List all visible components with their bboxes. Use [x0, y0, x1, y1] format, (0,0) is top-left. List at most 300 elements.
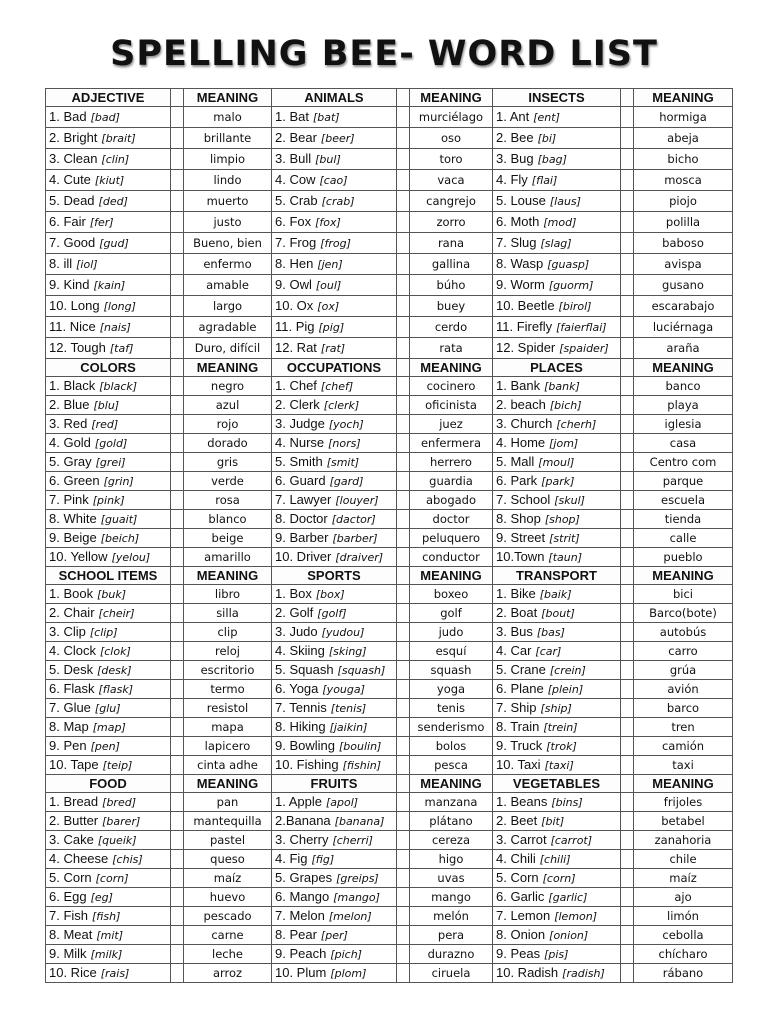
meaning-cell: manzana	[410, 793, 493, 812]
word-cell	[272, 453, 397, 472]
table-row	[46, 888, 733, 907]
word-cell	[272, 812, 397, 831]
meaning-cell: luciérnaga	[634, 317, 733, 338]
column-gap	[621, 338, 634, 359]
meaning-cell: bolos	[410, 737, 493, 756]
word-text: 2. Blue	[49, 397, 90, 412]
column-gap	[621, 718, 634, 737]
column-gap	[171, 149, 184, 170]
meaning-cell: escritorio	[184, 661, 272, 680]
column-gap	[397, 661, 410, 680]
pronunciation-text: [melon]	[328, 910, 372, 923]
word-text: 2. Bee	[496, 130, 534, 145]
word-cell	[272, 964, 397, 983]
word-cell	[493, 338, 621, 359]
word-cell	[493, 793, 621, 812]
column-gap	[397, 170, 410, 191]
pronunciation-text: [greips]	[336, 872, 379, 885]
meaning-cell: cocinero	[410, 377, 493, 396]
meaning-cell: termo	[184, 680, 272, 699]
column-gap	[171, 359, 184, 377]
pronunciation-text: [corn]	[95, 872, 129, 885]
word-text: 10. Rice	[49, 965, 97, 980]
meaning-cell: azul	[184, 396, 272, 415]
word-cell	[272, 623, 397, 642]
pronunciation-text: [fishin]	[342, 759, 382, 772]
meaning-cell: maíz	[184, 869, 272, 888]
meaning-cell: doctor	[410, 510, 493, 529]
word-cell	[272, 415, 397, 434]
word-cell	[46, 529, 171, 548]
column-gap	[621, 604, 634, 623]
column-gap	[171, 718, 184, 737]
word-text: 5. Corn	[49, 870, 92, 885]
column-gap	[397, 756, 410, 775]
pronunciation-text: [spaider]	[559, 342, 609, 355]
table-row	[46, 296, 733, 317]
column-gap	[171, 170, 184, 191]
column-gap	[621, 775, 634, 793]
word-cell	[272, 212, 397, 233]
pronunciation-text: [fox]	[315, 216, 341, 229]
word-text: 5. Smith	[275, 454, 323, 469]
word-text: 7. School	[496, 492, 551, 507]
word-text: 8. Wasp	[496, 256, 544, 271]
word-text: 6. Mango	[275, 889, 330, 904]
word-text: 5. Louse	[496, 193, 546, 208]
column-gap	[171, 275, 184, 296]
pronunciation-text: [banana]	[334, 815, 385, 828]
pronunciation-text: [buk]	[97, 588, 127, 601]
meaning-cell: camión	[634, 737, 733, 756]
word-text: 2. Beet	[496, 813, 538, 828]
word-text: 6. Park	[496, 473, 538, 488]
pronunciation-text: [squash]	[337, 664, 386, 677]
pronunciation-text: [carrot]	[550, 834, 593, 847]
word-cell	[46, 812, 171, 831]
meaning-cell: tenis	[410, 699, 493, 718]
column-gap	[171, 296, 184, 317]
word-text: 6. Flask	[49, 681, 95, 696]
column-gap	[171, 888, 184, 907]
category-header-places: PLACES	[493, 359, 621, 377]
word-text: 3. Bug	[496, 151, 534, 166]
pronunciation-text: [eg]	[90, 891, 113, 904]
word-cell	[272, 472, 397, 491]
column-gap	[171, 850, 184, 869]
category-header-sports: SPORTS	[272, 567, 397, 585]
meaning-cell: mantequilla	[184, 812, 272, 831]
pronunciation-text: [guorm]	[548, 279, 594, 292]
pronunciation-text: [gard]	[329, 475, 364, 488]
word-text: 8. Doctor	[275, 511, 328, 526]
meaning-cell: zorro	[410, 212, 493, 233]
meaning-cell: clip	[184, 623, 272, 642]
word-text: 7. Frog	[275, 235, 317, 250]
meaning-cell: barco	[634, 699, 733, 718]
column-gap	[621, 510, 634, 529]
word-cell	[272, 396, 397, 415]
meaning-cell: rosa	[184, 491, 272, 510]
word-text: 10. Long	[49, 298, 100, 313]
meaning-cell: judo	[410, 623, 493, 642]
column-gap	[171, 317, 184, 338]
table-row	[46, 642, 733, 661]
pronunciation-text: [rais]	[100, 967, 130, 980]
word-text: 1. Ant	[496, 109, 530, 124]
word-cell	[272, 149, 397, 170]
meaning-cell: juez	[410, 415, 493, 434]
meaning-cell: búho	[410, 275, 493, 296]
word-text: 12. Rat	[275, 340, 317, 355]
pronunciation-text: [jen]	[317, 258, 343, 271]
word-cell	[272, 718, 397, 737]
word-text: 6. Guard	[275, 473, 326, 488]
column-gap	[397, 567, 410, 585]
meaning-cell: playa	[634, 396, 733, 415]
table-row	[46, 907, 733, 926]
meaning-cell: autobús	[634, 623, 733, 642]
column-gap	[171, 472, 184, 491]
column-gap	[171, 737, 184, 756]
pronunciation-text: [yelou]	[111, 551, 151, 564]
column-gap	[397, 831, 410, 850]
meaning-cell: gris	[184, 453, 272, 472]
word-text: 2. Chair	[49, 605, 95, 620]
column-gap	[171, 529, 184, 548]
meaning-cell: enfermo	[184, 254, 272, 275]
word-cell	[493, 191, 621, 212]
word-cell	[272, 548, 397, 567]
word-cell	[493, 699, 621, 718]
meaning-cell: pescado	[184, 907, 272, 926]
pronunciation-text: [bout]	[541, 607, 575, 620]
column-gap	[171, 453, 184, 472]
meaning-cell: taxi	[634, 756, 733, 775]
pronunciation-text: [teip]	[102, 759, 133, 772]
word-cell	[493, 737, 621, 756]
meaning-cell: frijoles	[634, 793, 733, 812]
pronunciation-text: [park]	[541, 475, 575, 488]
meaning-cell: oficinista	[410, 396, 493, 415]
meaning-cell: calle	[634, 529, 733, 548]
pronunciation-text: [car]	[535, 645, 562, 658]
word-text: 10. Ox	[275, 298, 314, 313]
column-gap	[397, 850, 410, 869]
word-text: 9. Pen	[49, 738, 87, 753]
column-gap	[621, 793, 634, 812]
pronunciation-text: [black]	[99, 380, 138, 393]
table-row	[46, 548, 733, 567]
meaning-header: MEANING	[184, 567, 272, 585]
pronunciation-text: [bag]	[537, 153, 567, 166]
word-cell	[46, 926, 171, 945]
pronunciation-text: [smit]	[326, 456, 360, 469]
word-cell	[493, 254, 621, 275]
meaning-cell: baboso	[634, 233, 733, 254]
word-text: 11. Pig	[275, 319, 315, 334]
word-cell	[46, 107, 171, 128]
pronunciation-text: [apol]	[326, 796, 359, 809]
pronunciation-text: [jom]	[549, 437, 579, 450]
meaning-cell: uvas	[410, 869, 493, 888]
word-cell	[46, 661, 171, 680]
pronunciation-text: [chis]	[112, 853, 143, 866]
pronunciation-text: [lemon]	[554, 910, 598, 923]
pronunciation-text: [crab]	[321, 195, 355, 208]
column-gap	[171, 604, 184, 623]
word-cell	[272, 831, 397, 850]
word-cell	[46, 254, 171, 275]
column-gap	[171, 233, 184, 254]
pronunciation-text: [ent]	[533, 111, 560, 124]
column-gap	[171, 699, 184, 718]
pronunciation-text: [shop]	[544, 513, 580, 526]
word-cell	[493, 149, 621, 170]
column-gap	[621, 926, 634, 945]
meaning-cell: justo	[184, 212, 272, 233]
pronunciation-text: [rat]	[320, 342, 346, 355]
table-row	[46, 604, 733, 623]
column-gap	[397, 926, 410, 945]
meaning-cell: bicho	[634, 149, 733, 170]
word-text: 7. Good	[49, 235, 96, 250]
word-text: 10. Taxi	[496, 757, 541, 772]
meaning-cell: queso	[184, 850, 272, 869]
word-text: 9. Kind	[49, 277, 90, 292]
pronunciation-text: [pich]	[330, 948, 362, 961]
word-cell	[46, 793, 171, 812]
meaning-cell: reloj	[184, 642, 272, 661]
column-gap	[171, 254, 184, 275]
pronunciation-text: [bins]	[551, 796, 583, 809]
column-gap	[621, 233, 634, 254]
column-gap	[621, 107, 634, 128]
column-gap	[397, 254, 410, 275]
word-text: 2. Clerk	[275, 397, 320, 412]
word-cell	[493, 434, 621, 453]
column-gap	[397, 212, 410, 233]
word-cell	[46, 604, 171, 623]
word-cell	[46, 453, 171, 472]
pronunciation-text: [pen]	[90, 740, 120, 753]
column-gap	[397, 737, 410, 756]
column-gap	[171, 212, 184, 233]
word-text: 3. Bull	[275, 151, 312, 166]
word-cell	[46, 680, 171, 699]
column-gap	[621, 756, 634, 775]
column-gap	[621, 128, 634, 149]
meaning-header: MEANING	[410, 775, 493, 793]
column-gap	[171, 793, 184, 812]
meaning-header: MEANING	[184, 89, 272, 107]
pronunciation-text: [pis]	[544, 948, 569, 961]
word-text: 12. Spider	[496, 340, 556, 355]
column-gap	[621, 89, 634, 107]
column-gap	[397, 233, 410, 254]
word-cell	[493, 945, 621, 964]
meaning-cell: pueblo	[634, 548, 733, 567]
word-cell	[272, 377, 397, 396]
meaning-header: MEANING	[184, 775, 272, 793]
word-text: 9. Street	[496, 530, 546, 545]
word-cell	[493, 529, 621, 548]
table-row	[46, 585, 733, 604]
column-gap	[397, 623, 410, 642]
meaning-cell: gallina	[410, 254, 493, 275]
word-text: 7. Fish	[49, 908, 89, 923]
category-header-insects: INSECTS	[493, 89, 621, 107]
column-gap	[397, 529, 410, 548]
word-text: 9. Truck	[496, 738, 543, 753]
pronunciation-text: [strit]	[549, 532, 580, 545]
word-text: 4. Clock	[49, 643, 96, 658]
column-gap	[171, 945, 184, 964]
pronunciation-text: [bred]	[102, 796, 136, 809]
word-text: 10. Beetle	[496, 298, 555, 313]
meaning-cell: rata	[410, 338, 493, 359]
column-gap	[171, 107, 184, 128]
meaning-header: MEANING	[410, 567, 493, 585]
word-text: 3. Red	[49, 416, 88, 431]
word-text: 6. Moth	[496, 214, 540, 229]
pronunciation-text: [youga]	[322, 683, 365, 696]
word-cell	[493, 472, 621, 491]
column-gap	[397, 680, 410, 699]
word-cell	[493, 453, 621, 472]
word-cell	[272, 926, 397, 945]
column-gap	[397, 604, 410, 623]
word-cell	[46, 296, 171, 317]
word-text: 5. Dead	[49, 193, 95, 208]
meaning-cell: durazno	[410, 945, 493, 964]
column-gap	[621, 699, 634, 718]
pronunciation-text: [taf]	[109, 342, 134, 355]
word-text: 9. Peas	[496, 946, 541, 961]
pronunciation-text: [yoch]	[328, 418, 364, 431]
meaning-cell: ajo	[634, 888, 733, 907]
pronunciation-text: [onion]	[549, 929, 589, 942]
pronunciation-text: [ox]	[317, 300, 340, 313]
table-row	[46, 812, 733, 831]
word-cell	[493, 661, 621, 680]
word-cell	[493, 170, 621, 191]
word-text: 1. Black	[49, 378, 96, 393]
word-text: 7. Glue	[49, 700, 91, 715]
pronunciation-text: [baik]	[539, 588, 572, 601]
meaning-cell: casa	[634, 434, 733, 453]
word-text: 6. Egg	[49, 889, 87, 904]
column-gap	[171, 775, 184, 793]
pronunciation-text: [barer]	[102, 815, 141, 828]
word-cell	[272, 869, 397, 888]
pronunciation-text: [cheir]	[98, 607, 135, 620]
word-cell	[46, 415, 171, 434]
meaning-cell: arroz	[184, 964, 272, 983]
column-gap	[397, 107, 410, 128]
word-text: 3. Cake	[49, 832, 94, 847]
word-text: 2. Boat	[496, 605, 538, 620]
column-gap	[171, 585, 184, 604]
meaning-cell: golf	[410, 604, 493, 623]
word-cell	[493, 296, 621, 317]
word-cell	[46, 623, 171, 642]
meaning-cell: melón	[410, 907, 493, 926]
meaning-cell: leche	[184, 945, 272, 964]
column-gap	[621, 661, 634, 680]
word-text: 11. Nice	[49, 319, 96, 334]
word-text: 9. Worm	[496, 277, 545, 292]
word-cell	[272, 642, 397, 661]
word-cell	[272, 510, 397, 529]
column-gap	[621, 585, 634, 604]
word-cell	[46, 275, 171, 296]
word-text: 4. Gold	[49, 435, 91, 450]
column-gap	[621, 907, 634, 926]
word-text: 7. Lawyer	[275, 492, 332, 507]
meaning-cell: conductor	[410, 548, 493, 567]
meaning-cell: bici	[634, 585, 733, 604]
pronunciation-text: [crein]	[549, 664, 586, 677]
word-cell	[46, 491, 171, 510]
column-gap	[171, 926, 184, 945]
word-text: 11. Firefly	[496, 319, 553, 334]
column-gap	[397, 359, 410, 377]
word-text: 3. Church	[496, 416, 553, 431]
pronunciation-text: [beer]	[320, 132, 355, 145]
column-gap	[397, 642, 410, 661]
column-gap	[621, 831, 634, 850]
word-cell	[493, 510, 621, 529]
word-text: 4. Chili	[496, 851, 536, 866]
section-header-row	[46, 359, 733, 377]
word-cell	[272, 793, 397, 812]
meaning-cell: cinta adhe	[184, 756, 272, 775]
pronunciation-text: [ship]	[540, 702, 572, 715]
word-cell	[493, 718, 621, 737]
word-text: 4. Cow	[275, 172, 316, 187]
pronunciation-text: [taun]	[548, 551, 583, 564]
word-text: 1. Apple	[275, 794, 322, 809]
pronunciation-text: [mod]	[543, 216, 577, 229]
pronunciation-text: [laus]	[549, 195, 581, 208]
column-gap	[621, 317, 634, 338]
word-cell	[46, 548, 171, 567]
column-gap	[621, 812, 634, 831]
pronunciation-text: [plein]	[547, 683, 584, 696]
meaning-cell: rojo	[184, 415, 272, 434]
word-cell	[493, 212, 621, 233]
word-cell	[272, 585, 397, 604]
meaning-cell: mapa	[184, 718, 272, 737]
word-cell	[46, 945, 171, 964]
pronunciation-text: [pig]	[318, 321, 345, 334]
word-text: 1. Bad	[49, 109, 87, 124]
table-row	[46, 170, 733, 191]
word-cell	[46, 850, 171, 869]
column-gap	[171, 831, 184, 850]
table-row	[46, 317, 733, 338]
column-gap	[397, 396, 410, 415]
word-cell	[272, 233, 397, 254]
pronunciation-text: [map]	[92, 721, 126, 734]
word-text: 10. Yellow	[49, 549, 108, 564]
meaning-cell: plátano	[410, 812, 493, 831]
meaning-cell: enfermera	[410, 434, 493, 453]
pronunciation-text: [yudou]	[321, 626, 365, 639]
pronunciation-text: [queik]	[97, 834, 137, 847]
word-cell	[272, 699, 397, 718]
